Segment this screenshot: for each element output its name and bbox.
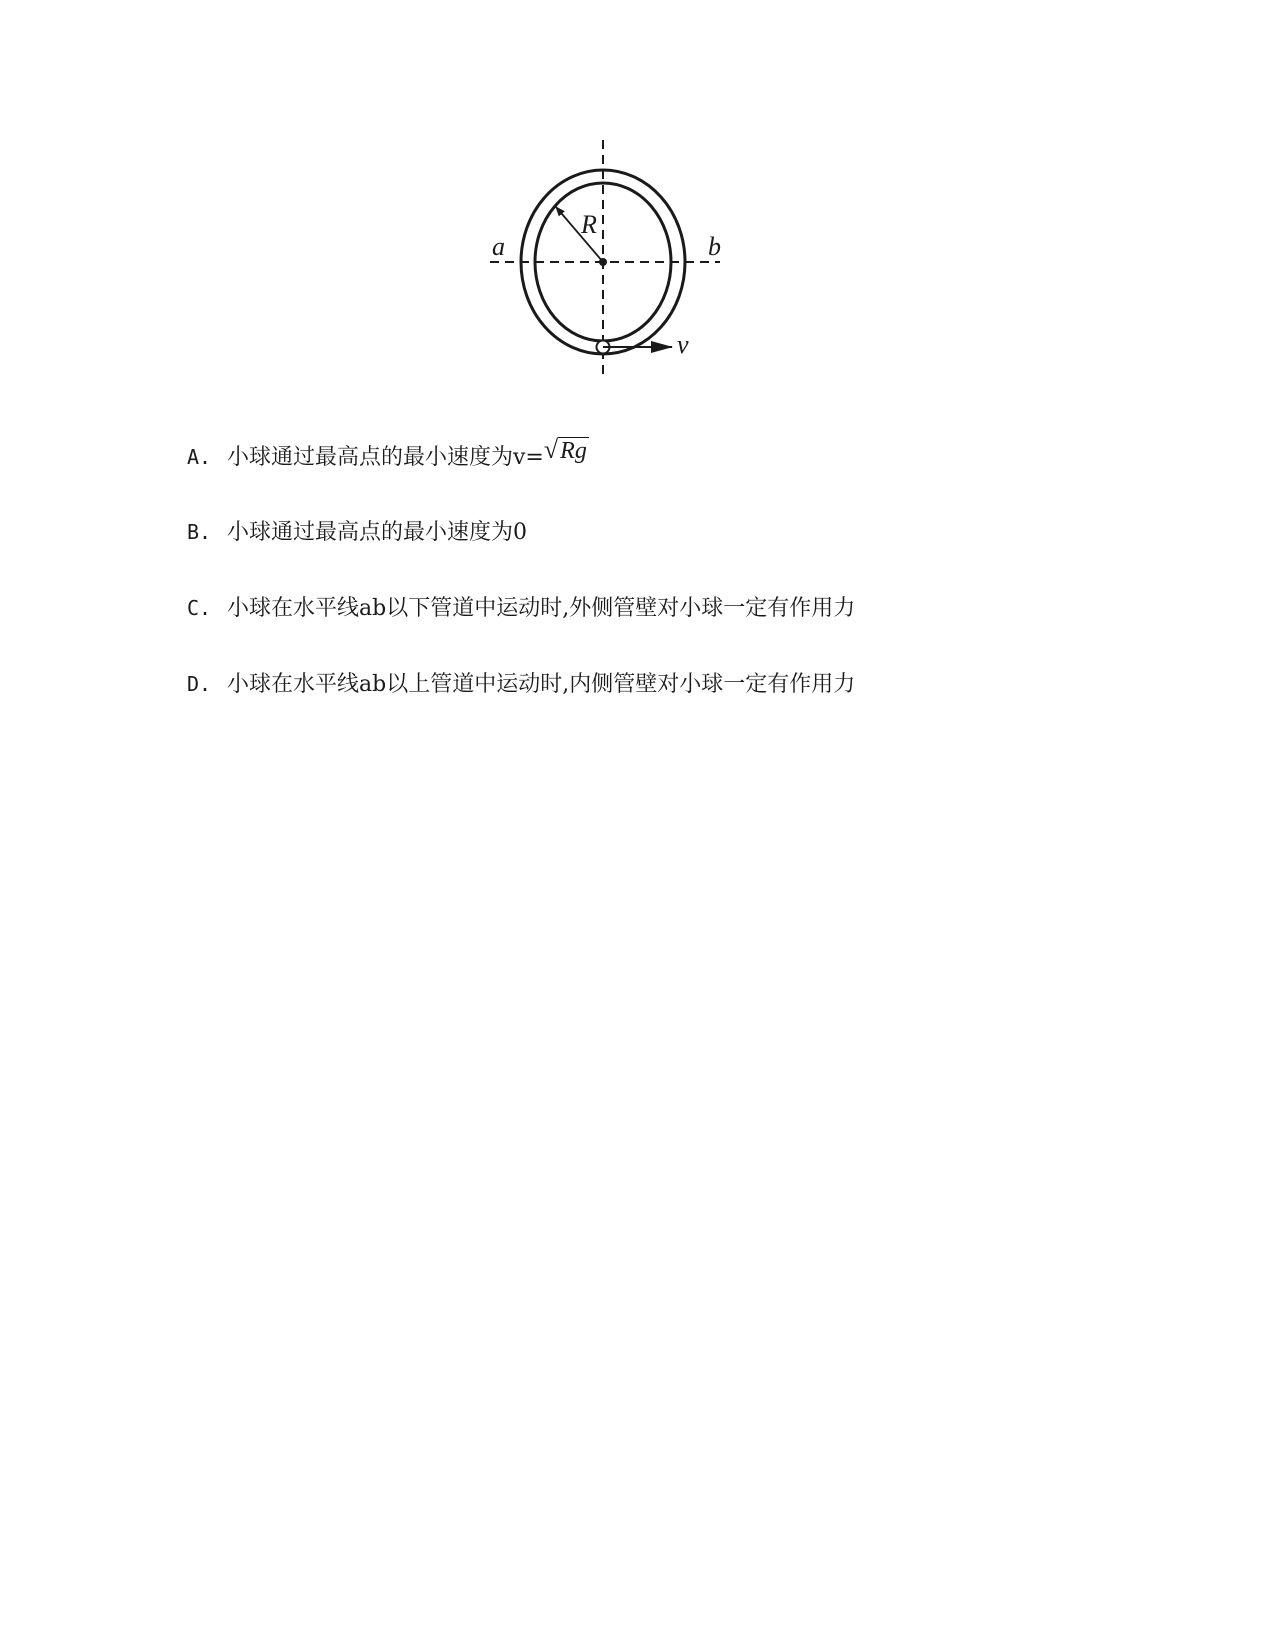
label-velocity-v: v — [677, 330, 689, 359]
sqrt-symbol: √ — [543, 435, 559, 464]
option-b[interactable] — [187, 512, 527, 552]
option-d-text: 小球在水平线ab以上管道中运动时,内侧管壁对小球一定有作用力 — [227, 672, 856, 697]
option-a[interactable] — [187, 436, 589, 476]
option-d[interactable] — [187, 664, 855, 704]
option-c-text: 小球在水平线ab以下管道中运动时,外侧管壁对小球一定有作用力 — [227, 596, 856, 621]
label-point-a: a — [492, 232, 505, 261]
option-b-text: 小球通过最高点的最小速度为0 — [227, 520, 527, 545]
option-b-letter: B. — [187, 520, 212, 544]
option-c-letter: C. — [187, 596, 212, 620]
option-c[interactable] — [187, 588, 855, 628]
label-point-b: b — [708, 232, 721, 261]
option-a-text: 小球通过最高点的最小速度为v= — [227, 445, 544, 470]
sqrt-radicand: Rg — [560, 438, 587, 464]
label-radius-R: R — [581, 210, 597, 239]
sqrt-formula — [544, 430, 589, 471]
option-a-letter: A. — [187, 445, 212, 469]
circular-tube-diagram — [480, 135, 750, 395]
option-d-letter: D. — [187, 672, 212, 696]
